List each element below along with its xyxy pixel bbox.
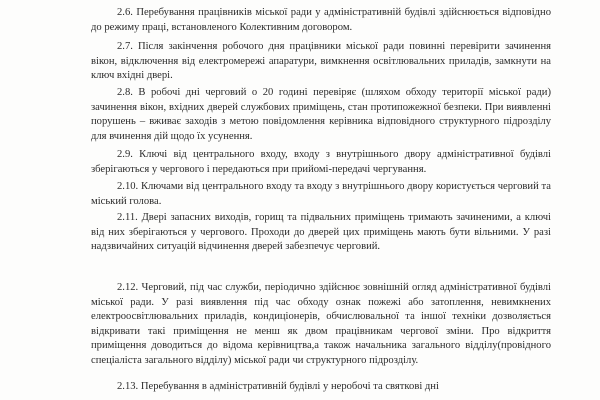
paragraph-2-9: 2.9. Ключі від центрального входу, входу з внутрішнього двору адміністративної будівлі зберігаються у чергового і передаються при прийомі-передачі чергування.: [91, 149, 551, 175]
paragraph-2-10: 2.10. Ключами від центрального входу та входу з внутрішнього двору користується черговий та міський голова.: [91, 181, 551, 207]
paragraph-2-12: 2.12. Черговий, під час служби, періодично здійснює зовнішній огляд адміністративної будівлі міської ради. У разі виявлення під час обходу ознак пожежі або затоплення, невимкнених електроосвітлювальних приладів, кондиціонерів, обчислювальної та іншої техніки дозволяється відкривати такі приміщення не менш як двом працівникам чергової зміни. Про відкриття приміщення доводиться до відома керівництва,а також начальника загального відділу(провідного спеціаліста загального відділу) міської ради чи структурного підрозділу.: [91, 282, 551, 366]
paragraph-2-11: 2.11. Двері запасних виходів, горищ та підвальних приміщень тримають зачиненими, а ключі від них зберігаються у чергового. Проходи до дверей цих приміщень мають бути вільними. У разі надзвичайних ситуацій відчинення дверей забезпечує черговий.: [91, 212, 551, 253]
paragraph-2-13: 2.13. Перебування в адміністративній будівлі у неробочі та святкові дні: [117, 381, 439, 392]
paragraph-2-7: 2.7. Після закінчення робочого дня працівники міської ради повинні перевірити зачинення вікон, відключення від електромережі апаратури, вимкнення освітлювальних приладів, замкнути на ключ вхідні двері.: [91, 41, 551, 82]
paragraph-2-6: 2.6. Перебування працівників міської ради у адміністративній будівлі здійснюється відповідно до режиму праці, встановленого Колективним договором.: [91, 7, 551, 33]
paragraph-2-8: 2.8. В робочі дні черговий о 20 годині перевіряє (шляхом обходу території міської ради) зачинення вікон, вхідних дверей службових приміщень, стан протипожежної безпеки. При виявленні порушень – вживає заходів з метою повідомлення керівника відповідного структурного підрозділу для вчинення дій щодо їх усунення.: [91, 87, 551, 142]
